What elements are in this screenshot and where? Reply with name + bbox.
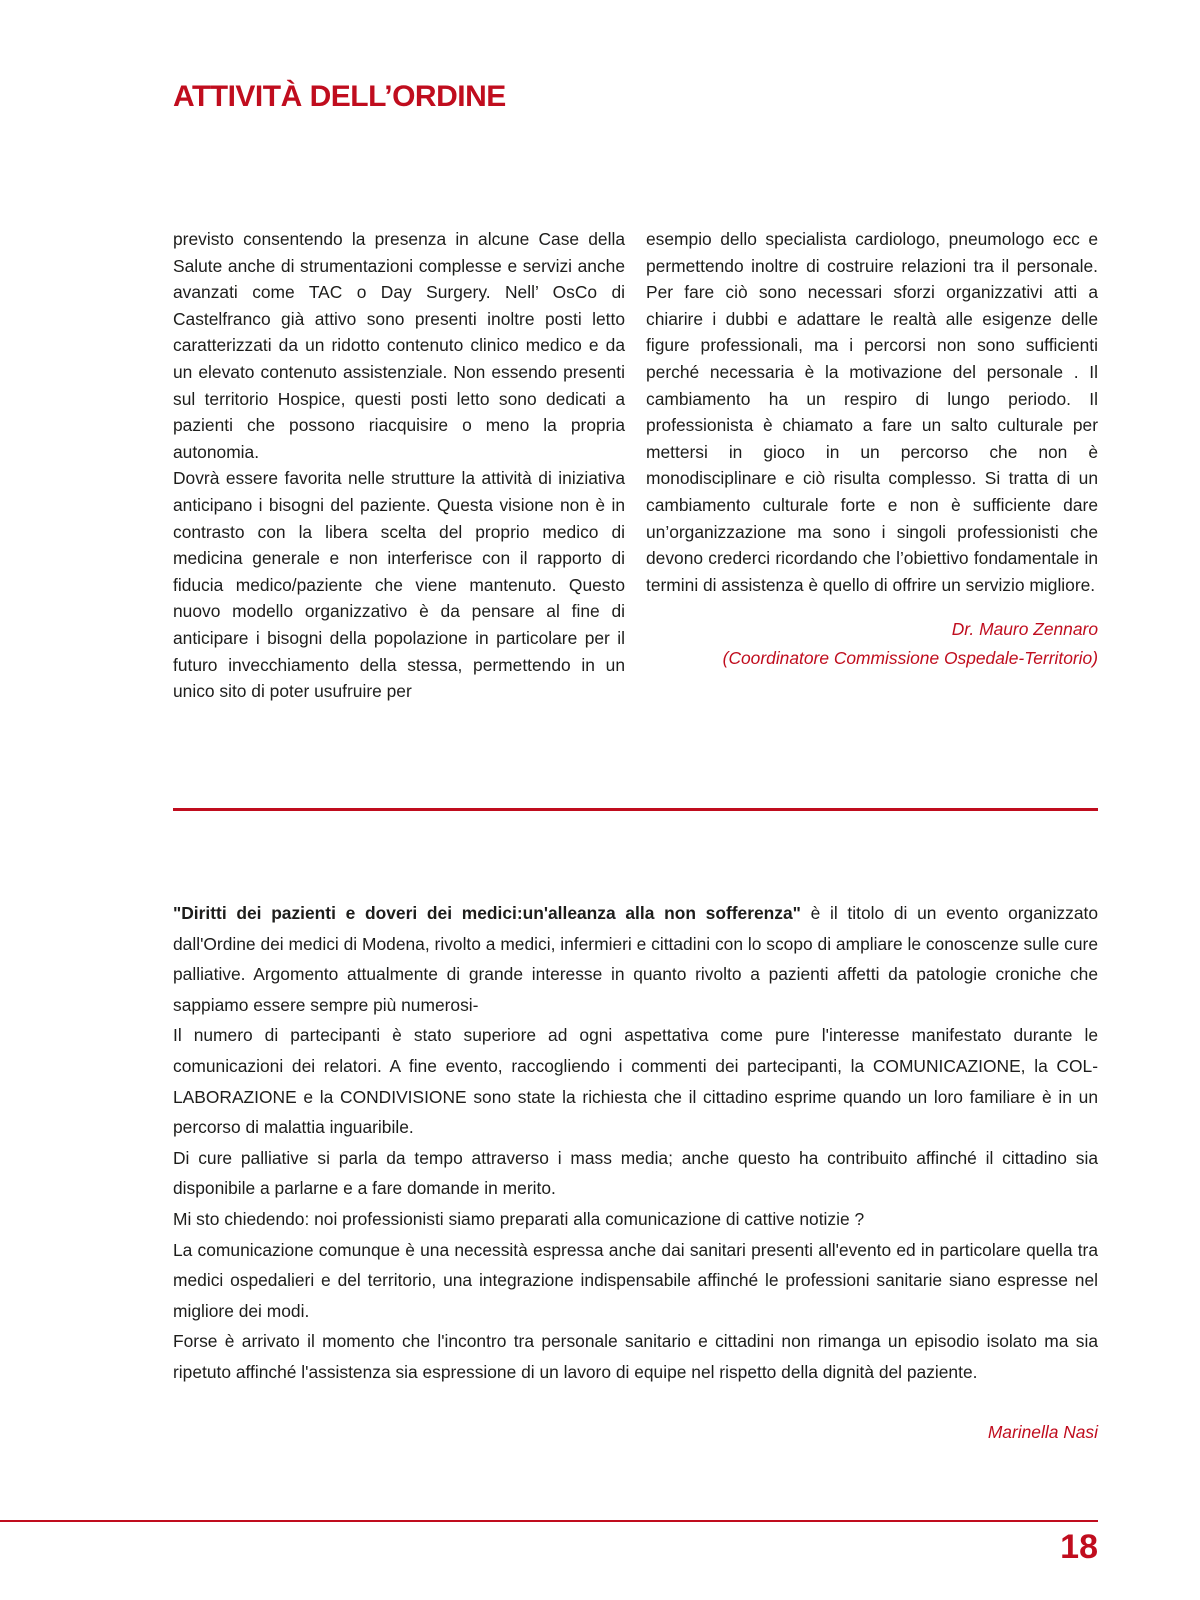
article-2-intro bbox=[173, 898, 1098, 1020]
footer-divider bbox=[0, 1520, 1098, 1522]
article-2-event-title: "Diritti dei pazienti e doveri dei medici:un'alleanza alla non sofferenza" bbox=[173, 903, 801, 923]
article-1-paragraph: Dovrà essere favorita nelle strutture la attività di iniziativa anticipano i bisogni del paziente. Questa visione non è in contrasto con la libera scelta del proprio medico di medicina generale e non interferisce con il rapporto di fiducia medico/paziente che viene mantenuto. Questo nuovo modello organizzativo è da pensare al fine di anticipare i bisogni della popolazione in particolare per il futuro invecchiamento della stessa, permettendo in un unico sito di poter usufruire per bbox=[173, 468, 625, 702]
article-2-intro-text: è il titolo di un evento organizzato dall'Ordine dei medici di Modena, rivolto a medici, infermieri e cittadini con lo scopo di ampliare le conoscenze sulle cure palliative. Argomento attualmente di grande interesse in quanto rivolto a pazienti affetti da patologie croniche che sappiamo essere sempre più numerosi- bbox=[173, 903, 1098, 1015]
article-1-column-left bbox=[173, 226, 625, 705]
article-1-author-name: Dr. Mauro Zennaro bbox=[951, 619, 1098, 640]
article-2-paragraph: Forse è arrivato il momento che l'incontro tra personale sanitario e cittadini non rimanga un episodio isolato ma sia ripetuto affinché l'assistenza sia espressione di un lavoro di equipe nel rispetto della dignità del paziente. bbox=[173, 1331, 1098, 1382]
article-2-body bbox=[173, 898, 1098, 1388]
article-2-paragraph: Di cure palliative si parla da tempo attraverso i mass media; anche questo ha contribuito affinché il cittadino sia disponibile a parlarne e a fare domande in merito. bbox=[173, 1147, 1098, 1199]
article-1-columns bbox=[173, 226, 1098, 705]
article-2-author-name: Marinella Nasi bbox=[987, 1422, 1098, 1442]
article-1-column-right bbox=[646, 226, 1098, 705]
article-2-paragraph: La comunicazione comunque è una necessità espressa anche dai sanitari presenti all'evento ed in particolare quella tra medici ospedalieri e del territorio, una integrazione indispensabile affinché le professioni sanitarie siano espresse nel migliore dei modi. bbox=[173, 1239, 1098, 1321]
article-1-author-role: (Coordinatore Commissione Ospedale-Territorio) bbox=[722, 648, 1098, 669]
section-title: ATTIVITÀ DELL’ORDINE bbox=[173, 80, 506, 113]
article-1-signature bbox=[646, 615, 1098, 673]
article-2-paragraph: Mi sto chiedendo: noi professionisti siamo preparati alla comunicazione di cattive notizie ? bbox=[173, 1208, 865, 1229]
section-divider bbox=[173, 808, 1098, 811]
page-number: 18 bbox=[1060, 1528, 1098, 1566]
article-1-paragraph: previsto consentendo la presenza in alcune Case della Salute anche di strumentazioni complesse e servizi anche avanzati come TAC o Day Surgery. Nell’ OsCo di Castelfranco già attivo sono presenti inoltre posti letto caratterizzati da un ridotto contenuto clinico medico e da un elevato contenuto assistenziale. Non essendo presenti sul territorio Hospice, questi posti letto sono dedicati a pazienti che possono riacquisire o meno la propria autonomia. bbox=[173, 229, 625, 462]
article-2-paragraph: Il numero di partecipanti è stato superiore ad ogni aspettativa come pure l'interesse manifestato durante le comunicazioni dei relatori. A fine evento, raccogliendo i commenti dei partecipanti, la COMUNICAZIONE, la COLLABORAZIONE e la CONDIVISIONE sono state la richiesta che il cittadino esprime quando un loro familiare è in un percorso di malattia inguaribile. bbox=[173, 1025, 1098, 1138]
article-1-paragraph: esempio dello specialista cardiologo, pneumologo ecc e permettendo inoltre di costruire relazioni tra il personale. Per fare ciò sono necessari sforzi organizzativi atti a chiarire i dubbi e adattare le realtà alle esigenze delle figure professionali, ma i percorsi non sono sufficienti perché necessaria è la motivazione del personale . Il cambiamento ha un respiro di lungo periodo. Il professionista è chiamato a fare un salto culturale per mettersi in gioco in un percorso che non è monodisciplinare e ciò risulta complesso. Si tratta di un cambiamento culturale forte e non è sufficiente dare un’organizzazione ma sono i singoli professionisti che devono crederci ricordando che l’obiettivo fondamentale in termini di assistenza è quello di offrire un servizio migliore. bbox=[646, 229, 1098, 595]
